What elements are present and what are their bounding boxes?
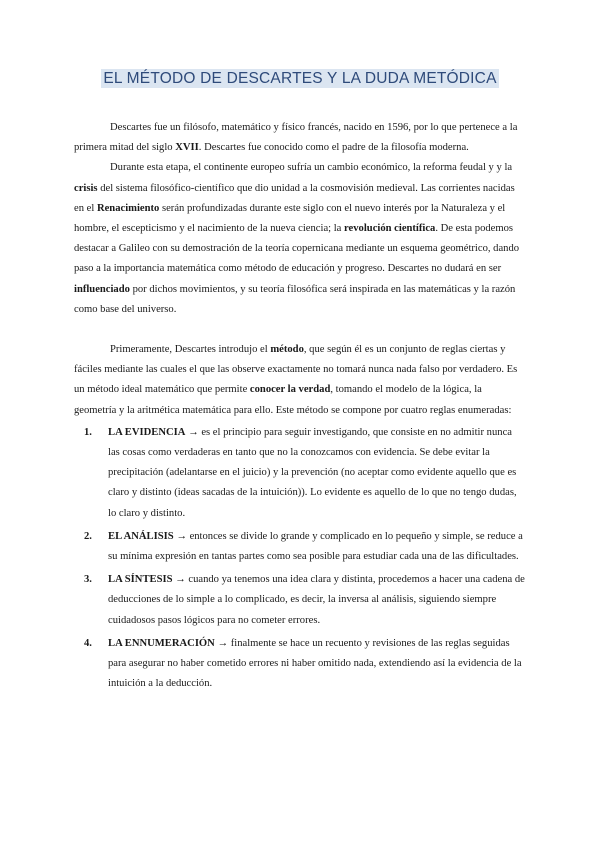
bold-run: crisis xyxy=(74,182,98,194)
rule-heading: LA SÍNTESIS xyxy=(108,574,173,586)
text-run: , que según él es un conjunto de reglas ciertas y fáciles mediante las cuales el que las observe exactamente no tomará nunca nada falso por verdadero. Es un método ideal matemático que permite xyxy=(74,344,518,396)
title-text: EL MÉTODO DE DESCARTES Y LA DUDA METÓDICA xyxy=(103,70,497,87)
rule-heading: LA EVIDENCIA xyxy=(108,426,186,438)
text-run: Primeramente, Descartes introdujo el xyxy=(110,344,271,356)
bold-run: influenciado xyxy=(74,283,130,295)
text-run: . De esta podemos destacar a Galileo con su demostración de la teoría copernicana mediante un esquema geométrico, dando paso a la importancia matemática como método de educación y progreso. Descartes no dudará en ser xyxy=(74,223,520,275)
text-run: Durante esta etapa, el continente europeo sufría un cambio económico, la reforma feudal y y la xyxy=(110,162,513,174)
rule-number: 3. xyxy=(84,574,92,586)
text-run: por dichos movimientos, y su teoría filosófica será inspirada en las matemáticas y la razón como base del universo. xyxy=(74,283,516,315)
rule-item xyxy=(74,634,526,695)
text-run: . Descartes fue conocido como el padre de la filosofía moderna. xyxy=(198,142,469,154)
rule-text: → entonces se divide lo grande y complicado en lo pequeño y simple, se reduce a su mínima expresión en tantas partes como sea posible para estudiar cada una de las dificultades. xyxy=(108,530,523,563)
rule-text: → finalmente se hace un recuento y revisiones de las reglas seguidas para asegurar no haber cometido errores ni haber omitido nada, extendiendo así la evidencia de la intuición a la deducción. xyxy=(108,637,522,690)
rule-item xyxy=(74,527,526,567)
rule-heading: EL ANÁLISIS xyxy=(108,530,174,542)
rule-text: → es el principio para seguir investigando, que consiste en no admitir nunca las cosas como verdaderas en tanto que no la conozcamos con evidencia. Se debe evitar la precipitación (adelantarse en el juicio) y la prevención (no aceptar como evidente aquello que es claro y distinto (ideas sacadas de la intuición)). Lo evidente es aquello de lo que no tengo dudas, lo claro y distinto. xyxy=(108,426,517,519)
document-title xyxy=(0,70,600,88)
rule-item xyxy=(74,423,526,524)
rule-number: 1. xyxy=(84,426,92,438)
rule-heading: LA ENNUMERACIÓN xyxy=(108,637,215,649)
paragraph-context xyxy=(74,158,526,320)
bold-run: revolución científica xyxy=(344,223,436,235)
bold-run: Renacimiento xyxy=(96,202,160,214)
rules-list xyxy=(74,423,526,695)
document-body xyxy=(74,118,526,697)
text-run: Descartes fue un filósofo, matemático y físico francés, nacido en 1596, por lo que pertenece a la primera mitad del siglo xyxy=(74,122,518,154)
rule-text: → cuando ya tenemos una idea clara y distinta, procedemos a hacer una cadena de deducciones de lo simple a lo complicado, es decir, la inversa al análisis, siguiendo siempre cuidadosos pasos lógicos para no cometer errores. xyxy=(108,574,525,626)
bold-run: método xyxy=(270,344,304,356)
rule-number: 4. xyxy=(84,637,92,649)
rule-item xyxy=(74,570,526,631)
bold-run: conocer la verdad xyxy=(249,384,331,396)
paragraph-method xyxy=(74,340,526,421)
bold-run: XVII xyxy=(175,142,199,154)
text-run: serán profundizadas durante este siglo con el nuevo interés por la Naturaleza y el hombre, el escepticismo y el nacimiento de la nueva ciencia; la xyxy=(74,202,506,235)
rule-number: 2. xyxy=(84,530,92,542)
text-run: del sistema filosófico-científico que dio unidad a la cosmovisión medieval. Las corrientes nacidas en el xyxy=(74,182,515,214)
text-run: , tomando el modelo de la lógica, la geometría y la aritmética matemática para ello. Este método se compone por cuatro reglas enumeradas: xyxy=(74,384,512,416)
paragraph-intro xyxy=(74,118,526,158)
